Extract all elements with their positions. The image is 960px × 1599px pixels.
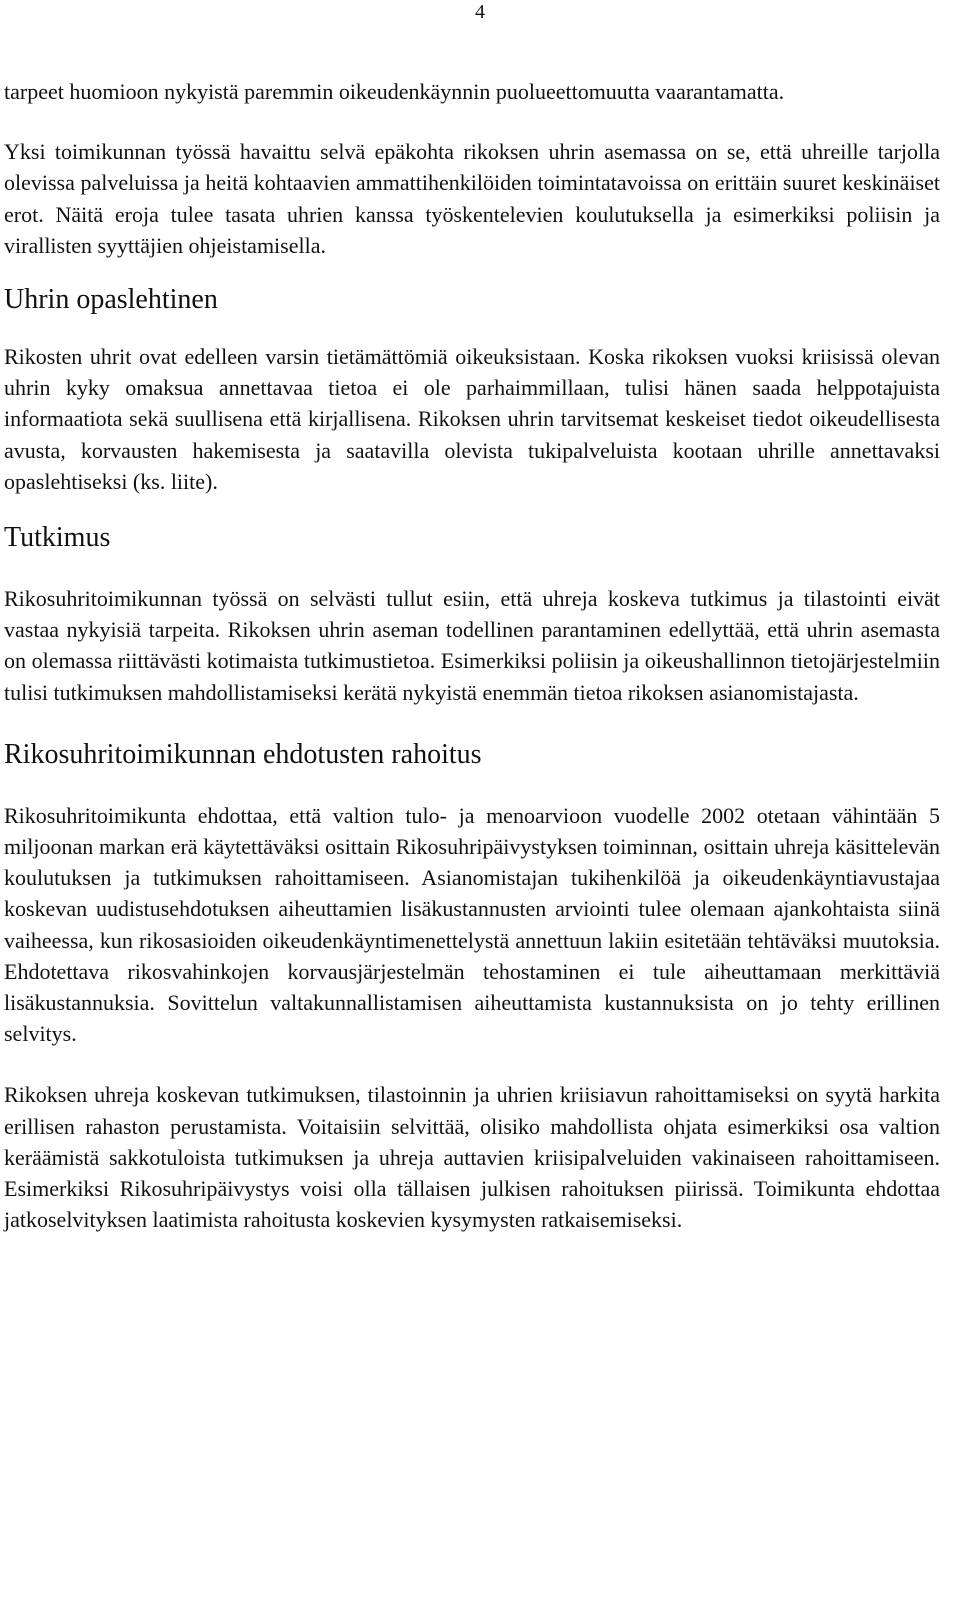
rahoitus-paragraph-2: Rikoksen uhreja koskevan tutkimuksen, tilastoinnin ja uhrien kriisiavun rahoittamiseksi on syytä harkita erillisen rahaston perustamista. Voitaisiin selvittää, olisiko mahdollista ohjata esimerkiksi osa valtion keräämistä sakkotuloista tutkimuksen ja uhreja auttavien kriisipalveluiden vakinaiseen rahoittamiseen. Esimerkiksi Rikosuhripäivystys voisi olla tällaisen julkisen rahoituksen piirissä. Toimikunta ehdottaa jatkoselvityksen laatimista rahoitusta koskevien kysymysten ratkaisemiseksi. [4, 1082, 940, 1233]
section-heading-uhrin-opaslehtinen: Uhrin opaslehtinen [4, 284, 218, 316]
intro-paragraph: tarpeet huomioon nykyistä paremmin oikeudenkäynnin puolueettomuutta vaarantamatta. [4, 79, 785, 104]
page-number: 4 [475, 1, 485, 23]
document-body [4, 76, 940, 1235]
differences-paragraph: Yksi toimikunnan työssä havaittu selvä epäkohta rikoksen uhrin asemassa on se, että uhreille tarjolla olevissa palveluissa ja heitä kohtaavien ammattihenkilöiden toimintatavoissa on erittäin suuret keskinäiset erot. Näitä eroja tulee tasata uhrien kanssa työskentelevien koulutuksella ja esimerkiksi poliisin ja virallisten syyttäjien ohjeistamisella. [4, 139, 940, 258]
uhrin-opaslehtinen-paragraph: Rikosten uhrit ovat edelleen varsin tietämättömiä oikeuksistaan. Koska rikoksen vuoksi kriisissä olevan uhrin kyky omaksua annettavaa tietoa ei ole parhaimmillaan, tulisi hänen saada helppotajuista informaatiota sekä suullisena että kirjallisena. Rikoksen uhrin tarvitsemat keskeiset tiedot oikeudellisesta avusta, korvausten hakemisesta ja saatavilla olevista tukipalveluista kootaan uhrille annettavaksi opaslehtiseksi (ks. liite). [4, 344, 940, 494]
tutkimus-paragraph: Rikosuhritoimikunnan työssä on selvästi tullut esiin, että uhreja koskeva tutkimus ja tilastointi eivät vastaa nykyisiä tarpeita. Rikoksen uhrin aseman todellinen parantaminen edellyttää, että uhrin asemasta on olemassa riittävästi kotimaista tutkimustietoa. Esimerkiksi poliisin ja oikeushallinnon tietojärjestelmiin tulisi tutkimuksen mahdollistamiseksi kerätä nykyistä enemmän tietoa rikoksen asianomistajasta. [4, 586, 940, 705]
section-heading-rahoitus: Rikosuhritoimikunnan ehdotusten rahoitus [4, 738, 482, 770]
rahoitus-paragraph-1: Rikosuhritoimikunta ehdottaa, että valtion tulo- ja menoarvioon vuodelle 2002 otetaan vähintään 5 miljoonan markan erä käytettäväksi osittain Rikosuhripäivystyksen toiminnan, osittain uhreja käsittelevän koulutuksen ja tutkimuksen rahoittamiseen. Asianomistajan tukihenkilöä ja oikeudenkäyntiavustajaa koskevan uudistusehdotuksen aiheuttamien lisäkustannusten arviointi tulee olemaan ajankohtaista siinä vaiheessa, kun rikosasioiden oikeudenkäyntimenettelystä annettuun lakiin esitetään tehtäväksi muutoksia. Ehdotettava rikosvahinkojen korvausjärjestelmän tehostaminen ei tule aiheuttamaan merkittäviä lisäkustannuksia. Sovittelun valtakunnallistamisen aiheuttamista kustannuksista on jo tehty erillinen selvitys. [4, 802, 940, 1047]
section-heading-tutkimus: Tutkimus [4, 522, 111, 554]
